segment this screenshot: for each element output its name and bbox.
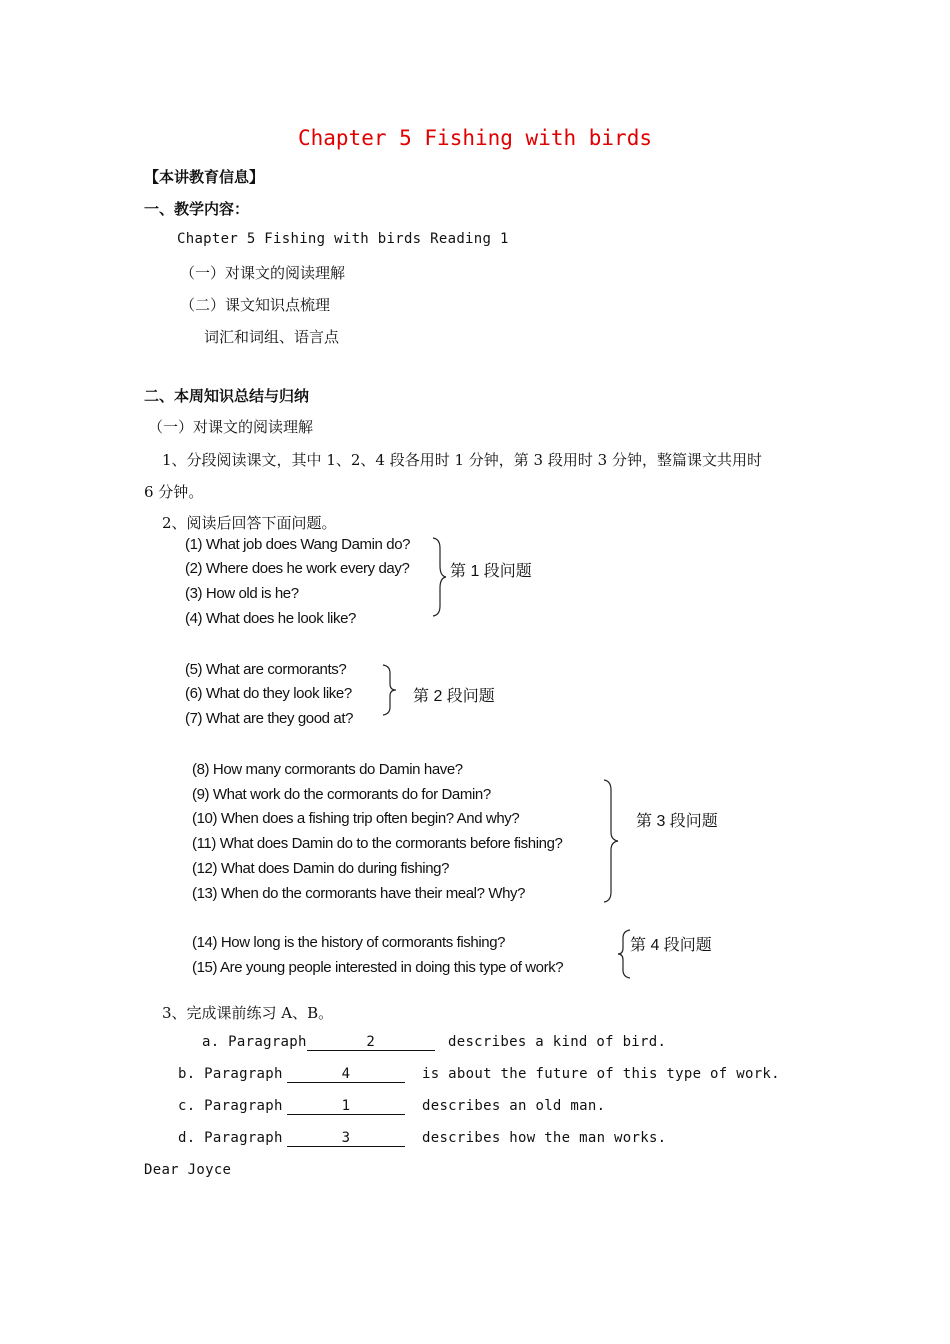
question-15: (15) Are young people interested in doing this type of work? bbox=[192, 959, 564, 976]
exercise-a-text: describes a kind of bird. bbox=[448, 1034, 667, 1050]
step3-text: 3、完成课前练习 A、B。 bbox=[162, 1004, 334, 1022]
step1-line2: 6 分钟。 bbox=[144, 483, 204, 501]
exercise-b-text: is about the future of this type of work. bbox=[422, 1066, 780, 1082]
question-10: (10) When does a fishing trip often begin? And why? bbox=[192, 810, 520, 827]
closing-line: Dear Joyce bbox=[144, 1162, 232, 1178]
exercise-a-label: a. Paragraph bbox=[202, 1034, 307, 1050]
group-2-label: 第 2 段问题 bbox=[413, 688, 495, 705]
brace-group-2 bbox=[380, 664, 400, 716]
exercise-d-label: d. Paragraph bbox=[178, 1130, 283, 1146]
content-item-1: （一）对课文的阅读理解 bbox=[180, 264, 346, 282]
section2-heading: 二、本周知识总结与归纳 bbox=[144, 387, 310, 405]
section1-heading: 一、教学内容： bbox=[144, 200, 250, 218]
question-13: (13) When do the cormorants have their meal? Why? bbox=[192, 885, 526, 902]
exercise-c bbox=[178, 1098, 283, 1114]
question-5: (5) What are cormorants? bbox=[185, 661, 347, 678]
page-title: Chapter 5 Fishing with birds bbox=[297, 126, 652, 150]
exercise-c-answer: 1 bbox=[287, 1098, 405, 1115]
question-8: (8) How many cormorants do Damin have? bbox=[192, 761, 463, 778]
question-11: (11) What does Damin do to the cormorants before fishing? bbox=[192, 835, 563, 852]
brace-group-1 bbox=[428, 536, 448, 618]
question-3: (3) How old is he? bbox=[185, 585, 299, 602]
step2-text: 2、阅读后回答下面问题。 bbox=[162, 514, 337, 532]
section2-sub1: （一）对课文的阅读理解 bbox=[148, 418, 314, 436]
exercise-b bbox=[178, 1066, 283, 1082]
exercise-d-answer: 3 bbox=[287, 1130, 405, 1147]
question-4: (4) What does he look like? bbox=[185, 610, 356, 627]
step1-line1: 1、分段阅读课文，其中 1、2、4 段各用时 1 分钟，第 3 段用时 3 分钟，整篇课文共用时 bbox=[162, 451, 762, 469]
reading-line: Chapter 5 Fishing with birds Reading 1 bbox=[177, 231, 509, 247]
group-3-label: 第 3 段问题 bbox=[636, 813, 718, 830]
group-1-label: 第 1 段问题 bbox=[450, 563, 532, 580]
question-12: (12) What does Damin do during fishing? bbox=[192, 860, 450, 877]
group-4-label: 第 4 段问题 bbox=[630, 937, 712, 954]
exercise-a-answer: 2 bbox=[307, 1034, 435, 1051]
exercise-c-label: c. Paragraph bbox=[178, 1098, 283, 1114]
question-9: (9) What work do the cormorants do for Damin? bbox=[192, 786, 491, 803]
exercise-c-text: describes an old man. bbox=[422, 1098, 606, 1114]
exercise-b-label: b. Paragraph bbox=[178, 1066, 283, 1082]
question-1: (1) What job does Wang Damin do? bbox=[185, 536, 411, 553]
question-2: (2) Where does he work every day? bbox=[185, 560, 410, 577]
exercise-d-text: describes how the man works. bbox=[422, 1130, 667, 1146]
content-item-3: 词汇和词组、语言点 bbox=[204, 328, 340, 346]
exercise-b-answer: 4 bbox=[287, 1066, 405, 1083]
question-14: (14) How long is the history of cormorants fishing? bbox=[192, 934, 506, 951]
info-header: 【本讲教育信息】 bbox=[144, 168, 265, 186]
question-7: (7) What are they good at? bbox=[185, 710, 354, 727]
question-6: (6) What do they look like? bbox=[185, 685, 352, 702]
brace-group-3 bbox=[600, 778, 622, 904]
exercise-d bbox=[178, 1130, 283, 1146]
exercise-a bbox=[202, 1034, 435, 1051]
content-item-2: （二）课文知识点梳理 bbox=[180, 296, 331, 314]
